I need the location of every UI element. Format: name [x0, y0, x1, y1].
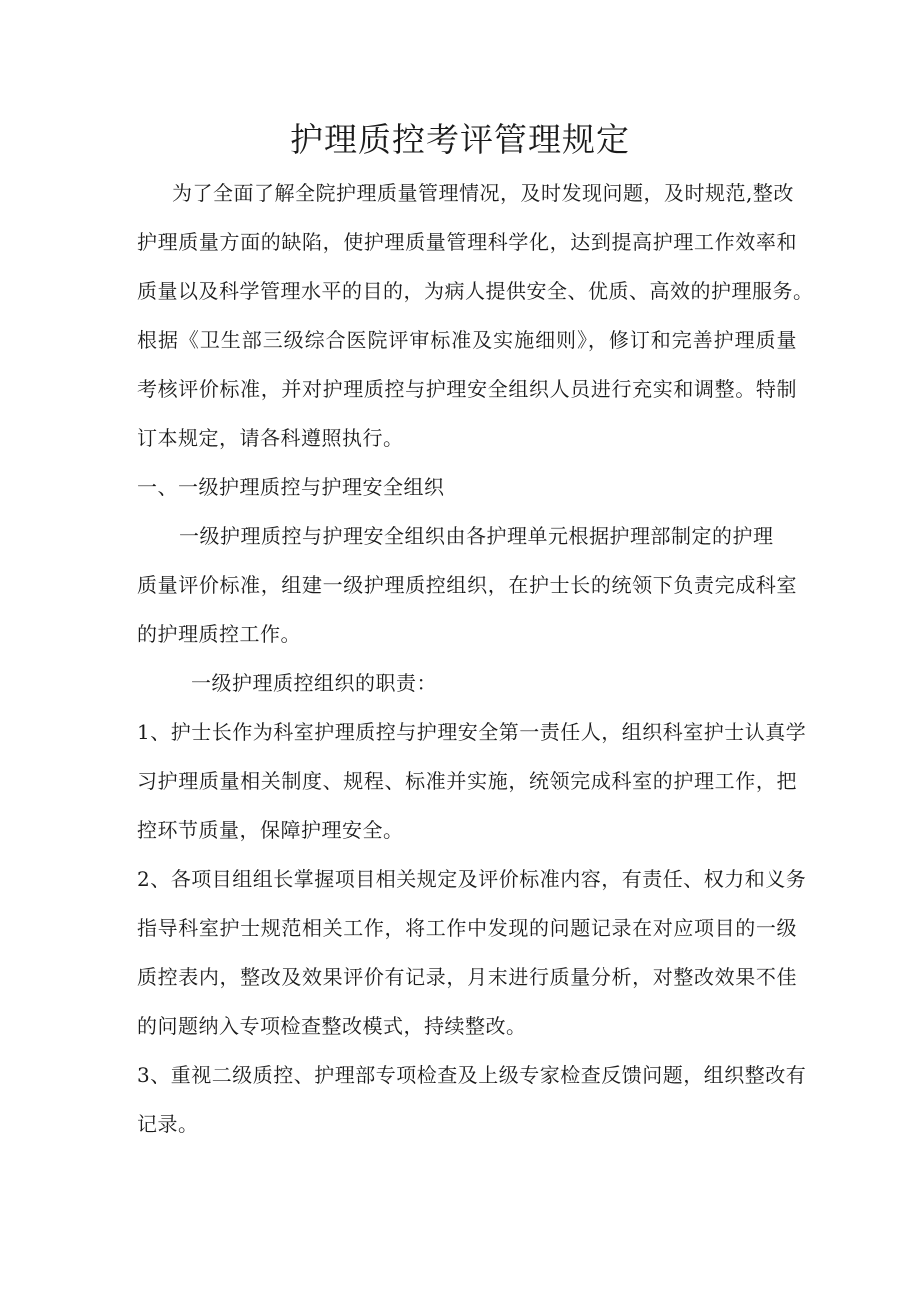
intro-line-3: 质量以及科学管理水平的目的，为病人提供安全、优质、高效的护理服务。: [137, 279, 814, 303]
duty-1-line-1: 1、护士长作为科室护理质控与护理安全第一责任人，组织科室护士认真学: [137, 720, 807, 744]
duty-2-line-1: 2、各项目组组长掌握项目相关规定及评价标准内容，有责任、权力和义务: [137, 867, 807, 891]
duties-heading: 一级护理质控组织的职责：: [191, 671, 437, 695]
intro-line-1: 为了全面了解全院护理质量管理情况，及时发现问题，及时规范,整改: [172, 181, 794, 205]
section-para-line-3: 的护理质控工作。: [137, 622, 301, 646]
section-heading-1: 一、一级护理质控与护理安全组织: [137, 475, 445, 499]
intro-line-4: 根据《卫生部三级综合医院评审标准及实施细则》，修订和完善护理质量: [137, 328, 797, 352]
section-para-line-2: 质量评价标准，组建一级护理质控组织，在护士长的统领下负责完成科室: [137, 573, 797, 597]
intro-line-2: 护理质量方面的缺陷，使护理质量管理科学化，达到提高护理工作效率和: [137, 230, 797, 254]
duty-2-line-4: 的问题纳入专项检查整改模式，持续整改。: [137, 1014, 527, 1038]
intro-line-5: 考核评价标准，并对护理质控与护理安全组织人员进行充实和调整。特制: [137, 377, 797, 401]
duty-3-line-1: 3、重视二级质控、护理部专项检查及上级专家检查反馈问题，组织整改有: [137, 1063, 807, 1087]
duty-3-line-2: 记录。: [137, 1112, 199, 1136]
intro-line-6: 订本规定，请各科遵照执行。: [137, 426, 404, 450]
section-para-line-1: 一级护理质控与护理安全组织由各护理单元根据护理部制定的护理: [179, 524, 774, 548]
duty-2-line-3: 质控表内，整改及效果评价有记录，月末进行质量分析，对整改效果不佳: [137, 965, 797, 989]
duty-2-line-2: 指导科室护士规范相关工作，将工作中发现的问题记录在对应项目的一级: [137, 916, 797, 940]
document-title: 护理质控考评管理规定: [290, 120, 630, 159]
duty-1-line-3: 控环节质量，保障护理安全。: [137, 818, 404, 842]
duty-1-line-2: 习护理质量相关制度、规程、标准并实施，统领完成科室的护理工作，把: [137, 769, 797, 793]
